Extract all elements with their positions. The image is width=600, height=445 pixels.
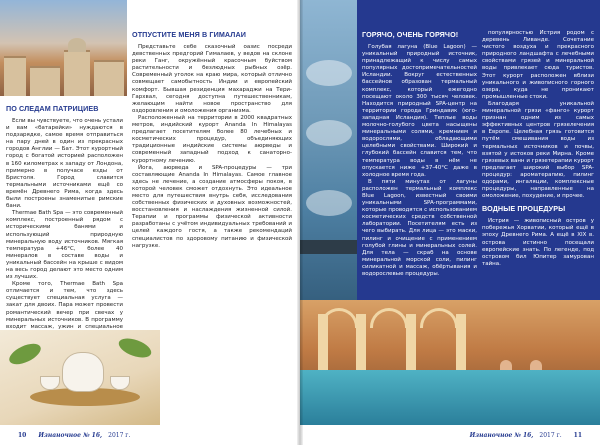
heading-blue-lagoon: ГОРЯЧО, ОЧЕНЬ ГОРЯЧО! xyxy=(362,30,459,39)
footer-right xyxy=(300,425,600,445)
footer-left xyxy=(0,425,300,445)
year: 2017 г. xyxy=(539,431,562,439)
paragraph: Истрия — живописный остров у побережья Хорватии, который ещё в эпоху Древнего Рима. А ещё в XIX в. острова истинно посещали европейские знать. По легенде, под островом бил Юпитер замурован тайна. xyxy=(482,218,594,267)
city-photo xyxy=(0,0,127,96)
article-istria xyxy=(482,30,594,268)
lagoon-photo xyxy=(300,0,357,300)
article-himalayas xyxy=(132,30,292,250)
heading-water-procedures: ВОДНЫЕ ПРОЦЕДУРЫ xyxy=(482,204,566,214)
right-page xyxy=(300,0,600,445)
page-number: 10 xyxy=(18,431,27,439)
paragraph: Голубая лагуна (Blue Lagoon) — уникальный природный источник, принадлежащий к числу самых популярных достопримечательностей Исландии. Вокруг естественных бассейнов образован термальный комплекс, который ежегодно посещают около 300 тысяч человек. Находится природный SPA-центр на территории города Гриндавик (юго-западная Исландия). Теплые воды молочно-голубого цвета насыщены минеральными солями, кремнием и водорослями, обладающими целебными свойствами. Широкий и глубокий бассейн славится тем, что температура воды в нём не опускается ниже +37-40°С даже в холодное время года. xyxy=(362,44,477,178)
paragraph: популярностью Истрия родом с деревень Ливанде. Сочетание чистого воздуха и прекрасного природного ландшафта с лечебными свойствами грязей и минеральной воды привлекает сюда туристов. Этот курорт расположен вблизи уникального и живописного горного озера, куда не проникают промышленные стоки. xyxy=(482,30,594,100)
paragraph: Расположенный на территории в 2000 квадратных метров, индийский курорт Ananda In Himalayas предлагает посетителям более 80 лечебных и косметических процедур, объединяющих традиционные индийские системы аюрведы и современный западный подход к санаторно-курортному лечению. xyxy=(132,114,292,164)
pool-photo xyxy=(300,300,600,425)
paragraph: Йога, аюрведа и SPA-процедуры — три составляющие Ananda In Himalayas. Самое главное здесь не лечение, а создание атмосферы покоя, в которой человек сможет отдохнуть. Это идеальное место для путешествия внутрь себя, исследования собственных физических и духовных возможностей, восстановления и наслаждения жизненной силой. Терапии и программы физической активности разработаны с учётом индивидуальных требований и целей каждого гостя, а также рекомендаций специалистов по здоровому питанию и физической нагрузке. xyxy=(132,164,292,249)
heading-himalayas: ОТПУСТИТЕ МЕНЯ В ГИМАЛАИ xyxy=(132,30,246,39)
year: 2017 г. xyxy=(108,431,131,439)
paragraph: В пяти минутах от лагуны расположен термальный комплекс Blue Lagoon, известный своими уникальными SPA-программами, которые проводятся с использованием косметических средств собственной лаборатории. Посетителям есть из чего выбирать. Для лица — это маски, пилинг и очищение с применением голубой глины и минеральных солей. Для тела — скраб на основе минеральной морской соли, пилинг силикатной и массаж, обёртывания и водорослевые процедуры. xyxy=(362,178,477,277)
paragraph: Кроме того, Thermae Bath Spa отличается и тем, что здесь существует специальная услуга — закат для двоих. Пара может провести романтический вечер при свечах у минеральных источников. В программу входит массаж, ужин и специальное xyxy=(6,281,123,330)
magazine-title: Изнаночное № 16, xyxy=(469,431,534,439)
article-blue-lagoon xyxy=(362,30,477,278)
magazine-title: Изнаночное № 16, xyxy=(38,431,103,439)
paragraph: Благодаря уникальной минеральной грязи «фанго» курорт признан одним из самых эффективных центров грязелечения в Европе. Целебная грязь готовится путём смешивания воды из термальных источников и почвы, взятой у истоков реки Мирна. Кроме грязевых ванн и грязетерапии курорт предлагает широкий выбор SPA-процедур: ароматерапию, пилинг одорами, ингаляции, комплексные процедуры, направленные на омоложение, похудение, и прочее. xyxy=(482,100,594,200)
article-patricians xyxy=(6,104,123,338)
page-number: 11 xyxy=(573,431,582,439)
heading-patricians: ПО СЛЕДАМ ПАТРИЦИЕВ xyxy=(6,104,99,113)
tea-photo xyxy=(0,330,160,425)
paragraph: Представьте себе сказочный оазис посреди девственных предгорий Гималаев, у ведов на склоне реки Ганг, окружённый красочным буйством растительности и безлюдных рыбных озёр. Современный уголок на краю мира, который отлично совмещает самобытность Индии и европейский комфорт. Бывшая резиденция махараджи на Тери-Гархвал, сегодня доступна путешественникам, желающим найти новое пространство для оздоровления и омоложения организма. xyxy=(132,44,292,114)
paragraph: Thermae Bath Spa — это современный комплекс, построенный рядом с историческими банями и использующий природную минеральную воду источников. Мягкая температура +46°С, более 40 минералов в составе воды и уникальный бассейн на крыше с видом на весь город делают это место одним из лучших. xyxy=(6,210,123,281)
paragraph: Если вы чувствуете, что очень устали и вам «батарейки» нуждаются в подзарядке, самое время отправиться на пару дней в один из прекрасных городов Англии — Бат. Этот курортный город с богатой историей расположен в 160 километрах к западу от Лондона, примерно в получасе езды от Бристоля. Город славится термальными источниками ещё со времён Древнего Рима, когда здесь были построены знаменитые римские бани. xyxy=(6,118,123,210)
book-spine xyxy=(297,0,303,445)
